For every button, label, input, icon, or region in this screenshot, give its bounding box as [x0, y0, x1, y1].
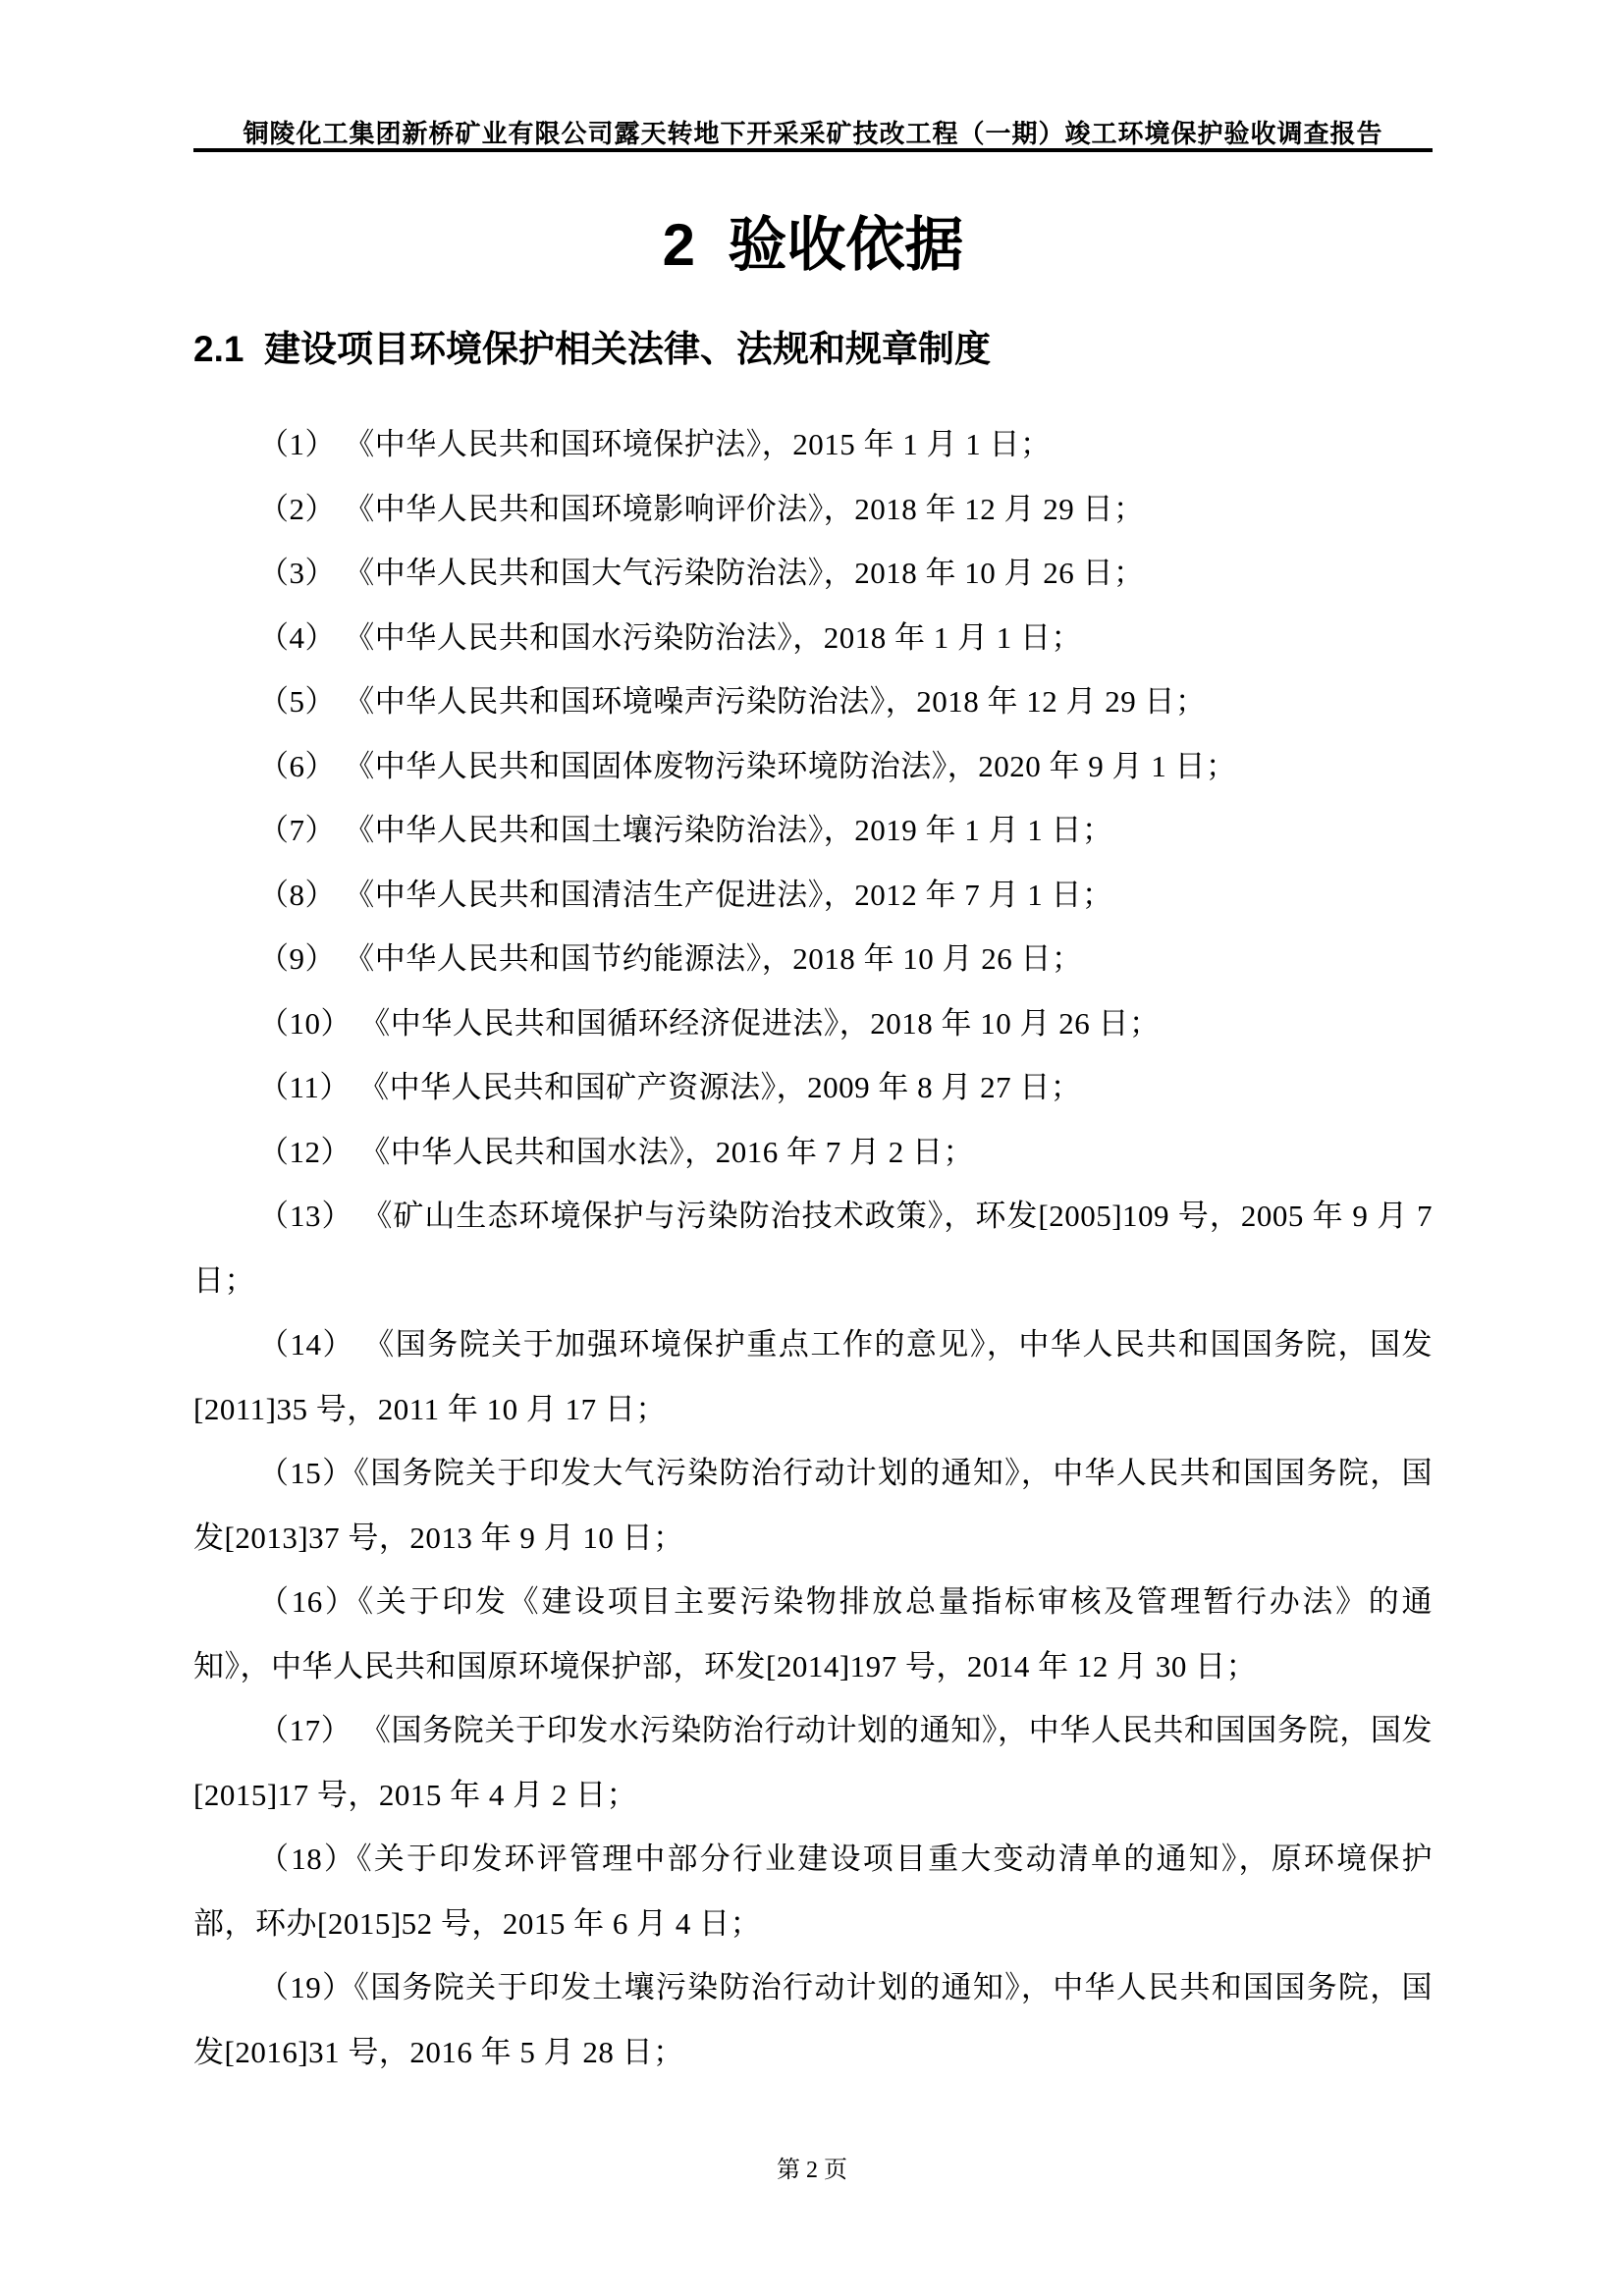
list-item: （4） 《中华人民共和国水污染防治法》，2018 年 1 月 1 日； [258, 619, 1082, 655]
list-item: （12） 《中华人民共和国水法》，2016 年 7 月 2 日； [258, 1134, 974, 1169]
list-item: （2） 《中华人民共和国环境影响评价法》，2018 年 12 月 29 日； [258, 491, 1145, 526]
list-item: （10） 《中华人民共和国循环经济促进法》，2018 年 10 月 26 日； [258, 1005, 1161, 1041]
list-item: （17） 《国务院关于印发水污染防治行动计划的通知》，中华人民共和国国务院，国发[2015]17 号，2015 年 4 月 2 日； [193, 1713, 1433, 1812]
list-item: （14） 《国务院关于加强环境保护重点工作的意见》，中华人民共和国国务院，国发[2011]35 号，2011 年 10 月 17 日； [193, 1327, 1433, 1426]
list-item: （19）《国务院关于印发土壤污染防治行动计划的通知》，中华人民共和国国务院，国发[2016]31 号，2016 年 5 月 28 日； [193, 1970, 1433, 2069]
list-item: （16）《关于印发《建设项目主要污染物排放总量指标审核及管理暂行办法》的通知》，中华人民共和国原环境保护部，环发[2014]197 号，2014 年 12 月 30 日； [193, 1584, 1433, 1683]
page-header-text: 铜陵化工集团新桥矿业有限公司露天转地下开采采矿技改工程（一期）竣工环境保护验收调查报告 [243, 120, 1383, 148]
list-item: （1） 《中华人民共和国环境保护法》，2015 年 1 月 1 日； [258, 427, 1052, 461]
list-item: （3） 《中华人民共和国大气污染防治法》，2018 年 10 月 26 日； [258, 556, 1145, 590]
legal-items-list [193, 412, 1433, 2084]
section-heading: 2.1 建设项目环境保护相关法律、法规和规章制度 [193, 329, 991, 369]
list-item: （6） 《中华人民共和国固体废物污染环境防治法》，2020 年 9 月 1 日； [258, 748, 1237, 783]
chapter-title: 2 验收依据 [662, 212, 964, 278]
list-item: （15）《国务院关于印发大气污染防治行动计划的通知》，中华人民共和国国务院，国发[2013]37 号，2013 年 9 月 10 日； [193, 1456, 1433, 1555]
list-item: （18）《关于印发环评管理中部分行业建设项目重大变动清单的通知》，原环境保护部，环办[2015]52 号，2015 年 6 月 4 日； [193, 1842, 1433, 1941]
list-item: （13） 《矿山生态环境保护与污染防治技术政策》，环发[2005]109 号，2005 年 9 月 7 日； [193, 1199, 1433, 1298]
list-item: （5） 《中华人民共和国环境噪声污染防治法》，2018 年 12 月 29 日； [258, 684, 1207, 719]
header-rule [193, 148, 1433, 152]
list-item: （9） 《中华人民共和国节约能源法》，2018 年 10 月 26 日； [258, 941, 1083, 976]
list-item: （8） 《中华人民共和国清洁生产促进法》，2012 年 7 月 1 日； [258, 877, 1113, 912]
list-item: （11） 《中华人民共和国矿产资源法》，2009 年 8 月 27 日； [258, 1070, 1082, 1104]
list-item: （7） 《中华人民共和国土壤污染防治法》，2019 年 1 月 1 日； [258, 813, 1113, 847]
page-number: 第 2 页 [777, 2158, 847, 2183]
